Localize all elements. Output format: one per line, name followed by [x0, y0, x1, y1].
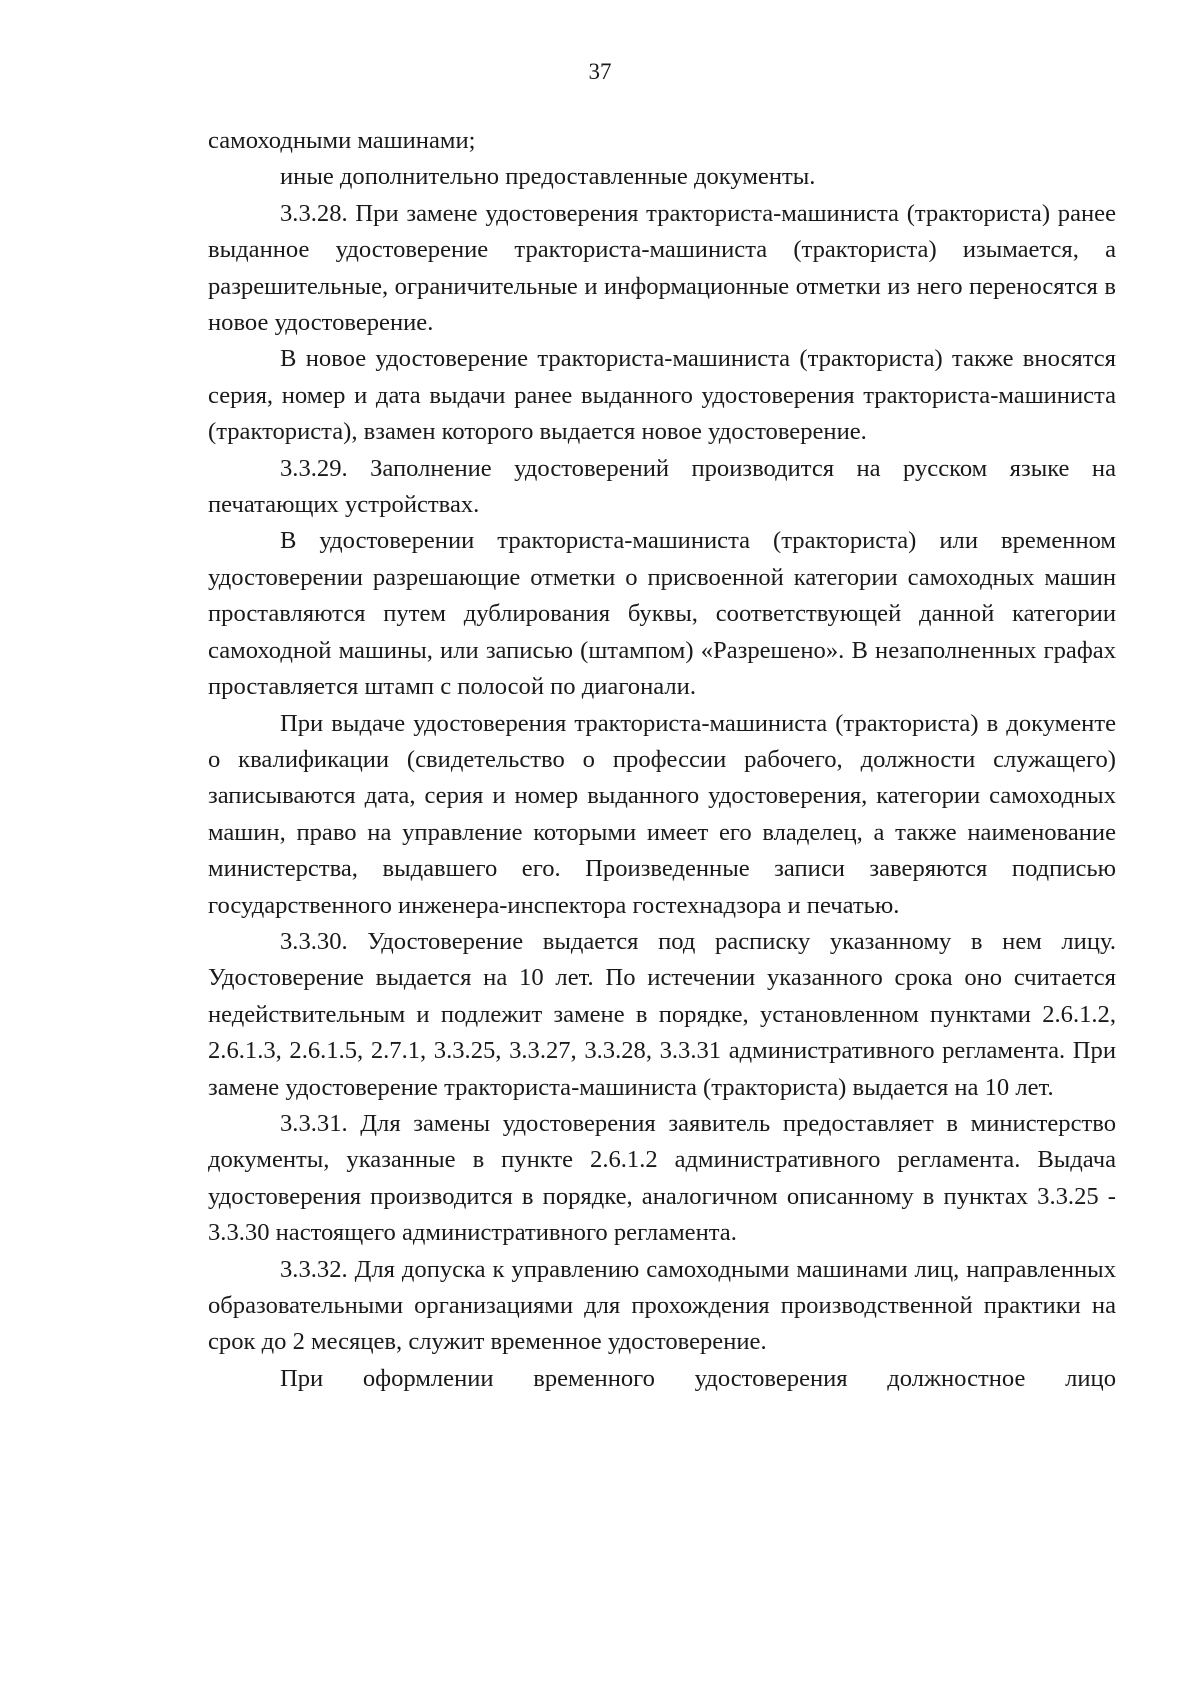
paragraph-3-3-30: 3.3.30. Удостоверение выдается под расписку указанному в нем лицу. Удостоверение выдается на 10 лет. По истечении указанного срока оно считается недействительным и подлежит замене в порядке, установленном пунктами 2.6.1.2, 2.6.1.3, 2.6.1.5, 2.7.1, 3.3.25, 3.3.27, 3.3.28, 3.3.31 административного регламента. При замене удостоверение тракториста-машиниста (тракториста) выдается на 10 лет.	[208, 927, 1116, 1101]
paragraph-continued: При оформлении временного удостоверения должностное лицо	[280, 1364, 1116, 1392]
paragraph: В новое удостоверение тракториста-машиниста (тракториста) также вносятся серия, номер и дата выдачи ранее выданного удостоверения тракториста-машиниста (тракториста), взамен которого выдается новое удостоверение.	[208, 345, 1116, 446]
paragraph-3-3-31: 3.3.31. Для замены удостоверения заявитель предоставляет в министерство документы, указанные в пункте 2.6.1.2 административного регламента. Выдача удостоверения производится в порядке, аналогичном описанному в пунктах 3.3.25 - 3.3.30 настоящего административного регламента.	[208, 1109, 1116, 1247]
paragraph: иные дополнительно предоставленные документы.	[280, 163, 816, 191]
paragraph: В удостоверении тракториста-машиниста (тракториста) или временном удостоверении разрешающие отметки о присвоенной категории самоходных машин проставляются путем дублирования буквы, соответствующей данной категории самоходной машины, или записью (штампом) «Разрешено». В незаполненных графах проставляется штамп с полосой по диагонали.	[208, 527, 1116, 701]
paragraph: При выдаче удостоверения тракториста-машиниста (тракториста) в документе о квалификации (свидетельство о профессии рабочего, должности служащего) записываются дата, серия и номер выданного удостоверения, категории самоходных машин, право на управление которыми имеет его владелец, а также наименование министерства, выдавшего его. Произведенные записи заверяются подписью государственного инженера-инспектора гостехнадзора и печатью.	[208, 709, 1116, 919]
page-number: 37	[588, 59, 612, 84]
paragraph-3-3-32: 3.3.32. Для допуска к управлению самоходными машинами лиц, направленных образовательными организациями для прохождения производственной практики на срок до 2 месяцев, служит временное удостоверение.	[208, 1255, 1116, 1356]
body-text	[208, 123, 1116, 1397]
paragraph: самоходными машинами;	[208, 127, 476, 154]
paragraph-3-3-29: 3.3.29. Заполнение удостоверений производится на русском языке на печатающих устройствах.	[208, 454, 1116, 519]
paragraph-3-3-28: 3.3.28. При замене удостоверения тракториста-машиниста (тракториста) ранее выданное удостоверение тракториста-машиниста (тракториста) изымается, а разрешительные, ограничительные и информационные отметки из него переносятся в новое удостоверение.	[208, 199, 1116, 337]
